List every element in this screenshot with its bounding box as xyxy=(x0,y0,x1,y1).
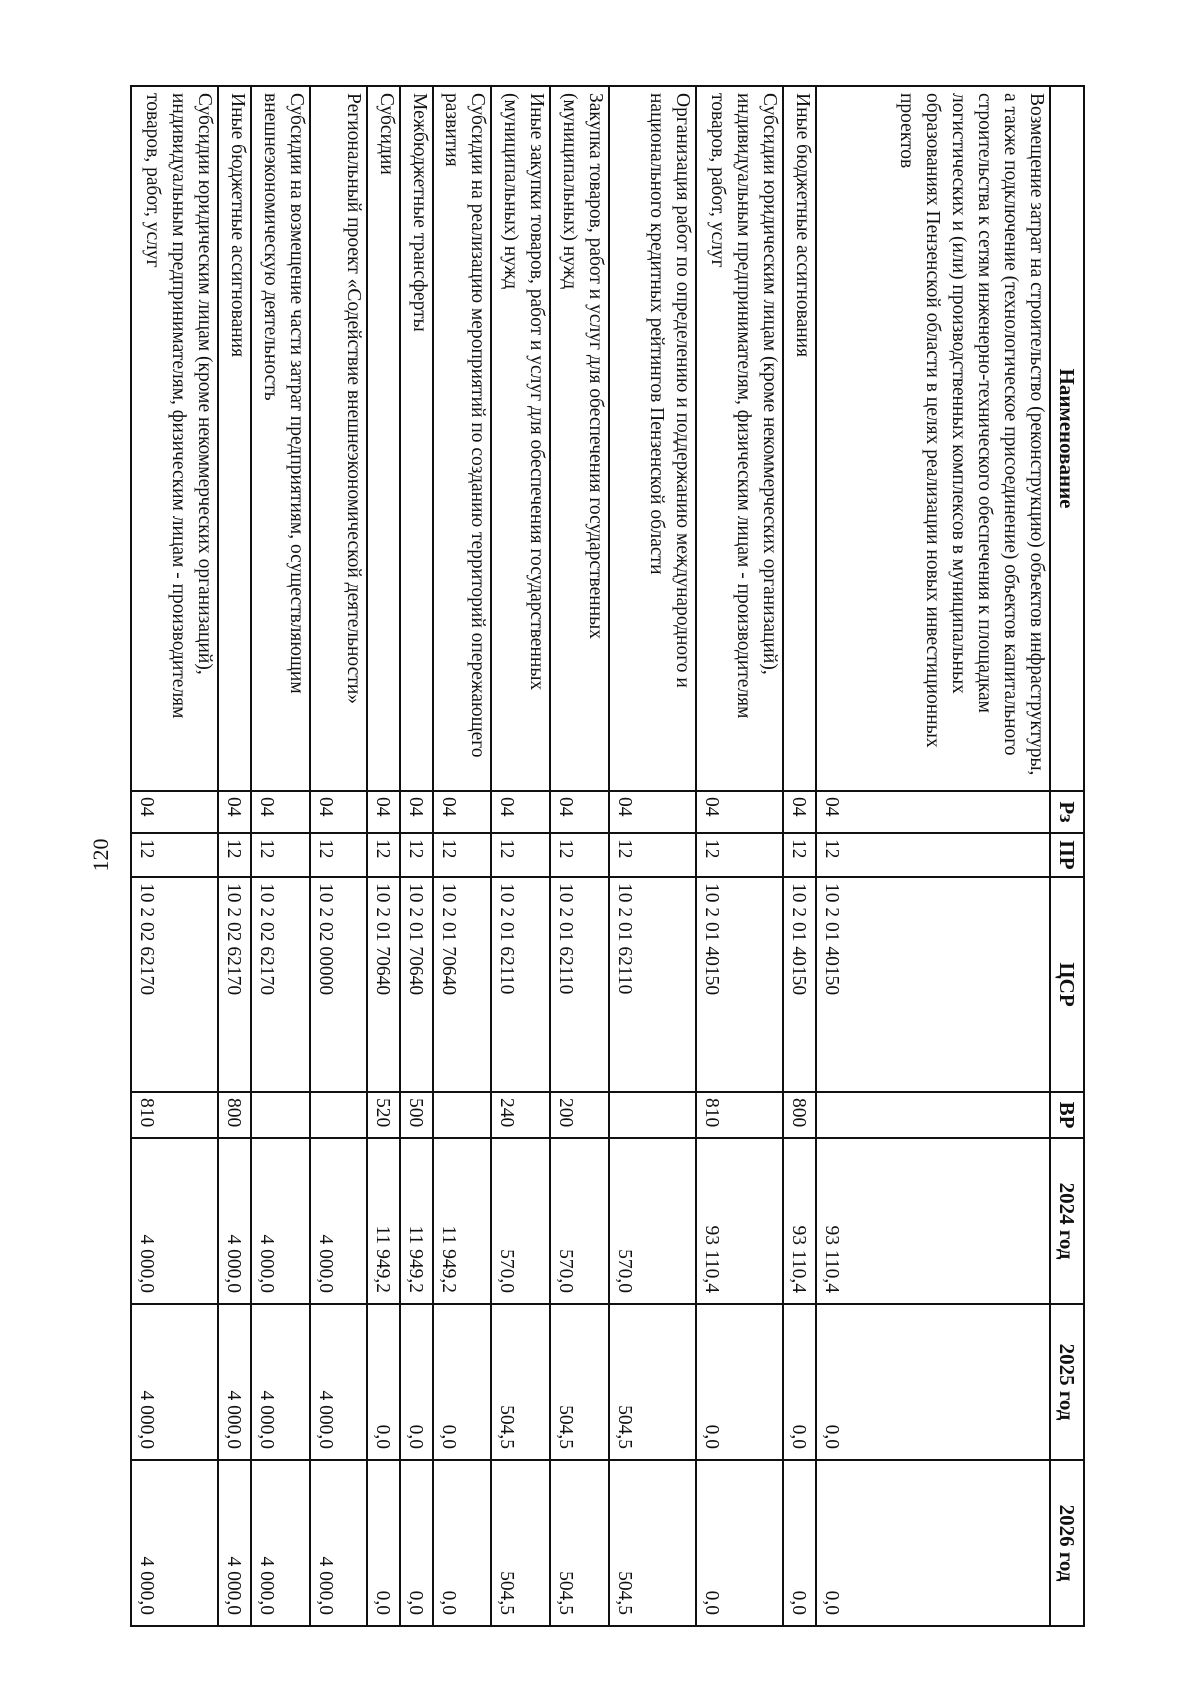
cell-rz: 04 xyxy=(491,791,550,833)
header-2024: 2024 год xyxy=(1050,1138,1084,1304)
cell-rz: 04 xyxy=(433,791,492,833)
cell-2024: 93 110,4 xyxy=(783,1138,816,1304)
cell-pr: 12 xyxy=(310,833,368,877)
cell-pr: 12 xyxy=(550,833,609,877)
table-row xyxy=(251,86,310,1626)
cell-2025: 4 000,0 xyxy=(310,1304,368,1460)
cell-csr: 10 2 02 62170 xyxy=(251,877,310,1092)
cell-2024: 570,0 xyxy=(609,1138,696,1304)
cell-2024: 4 000,0 xyxy=(218,1138,251,1304)
cell-rz: 04 xyxy=(696,791,783,833)
cell-2025: 4 000,0 xyxy=(251,1304,310,1460)
cell-2024: 11 949,2 xyxy=(367,1138,400,1304)
cell-vr: 240 xyxy=(491,1092,550,1138)
cell-2026: 4 000,0 xyxy=(131,1460,218,1626)
cell-rz: 04 xyxy=(816,791,1050,833)
table-row xyxy=(816,86,1050,1626)
cell-vr xyxy=(816,1092,1050,1138)
cell-pr: 12 xyxy=(816,833,1050,877)
cell-2024: 93 110,4 xyxy=(816,1138,1050,1304)
cell-2025: 4 000,0 xyxy=(218,1304,251,1460)
cell-2025: 0,0 xyxy=(400,1304,433,1460)
cell-name: Субсидии xyxy=(367,86,400,791)
cell-2024: 93 110,4 xyxy=(696,1138,783,1304)
cell-rz: 04 xyxy=(783,791,816,833)
cell-csr: 10 2 01 62110 xyxy=(491,877,550,1092)
cell-vr: 810 xyxy=(696,1092,783,1138)
cell-2025: 504,5 xyxy=(609,1304,696,1460)
cell-2024: 4 000,0 xyxy=(251,1138,310,1304)
cell-name: Закупка товаров, работ и услуг для обеспечения государственных (муниципальных) нужд xyxy=(550,86,609,791)
cell-2026: 4 000,0 xyxy=(310,1460,368,1626)
cell-2026: 0,0 xyxy=(367,1460,400,1626)
table-row xyxy=(491,86,550,1626)
cell-pr: 12 xyxy=(609,833,696,877)
cell-vr xyxy=(310,1092,368,1138)
header-2026: 2026 год xyxy=(1050,1460,1084,1626)
header-vr: ВР xyxy=(1050,1092,1084,1138)
cell-2025: 0,0 xyxy=(367,1304,400,1460)
cell-csr: 10 2 02 00000 xyxy=(310,877,368,1092)
cell-2026: 504,5 xyxy=(550,1460,609,1626)
cell-2025: 0,0 xyxy=(433,1304,492,1460)
budget-table xyxy=(130,85,1085,1627)
cell-name: Межбюджетные трансферты xyxy=(400,86,433,791)
cell-csr: 10 2 01 40150 xyxy=(816,877,1050,1092)
cell-csr: 10 2 02 62170 xyxy=(218,877,251,1092)
cell-csr: 10 2 01 40150 xyxy=(783,877,816,1092)
cell-csr: 10 2 01 70640 xyxy=(400,877,433,1092)
cell-rz: 04 xyxy=(400,791,433,833)
cell-rz: 04 xyxy=(367,791,400,833)
cell-2025: 504,5 xyxy=(491,1304,550,1460)
cell-2024: 11 949,2 xyxy=(433,1138,492,1304)
cell-rz: 04 xyxy=(310,791,368,833)
header-pr: ПР xyxy=(1050,833,1084,877)
cell-vr: 810 xyxy=(131,1092,218,1138)
cell-name: Организация работ по определению и поддержанию международного и национального кредитных рейтингов Пензенской области xyxy=(609,86,696,791)
cell-name: Иные закупки товаров, работ и услуг для обеспечения государственных (муниципальных) нужд xyxy=(491,86,550,791)
cell-name: Иные бюджетные ассигнования xyxy=(218,86,251,791)
table-row xyxy=(433,86,492,1626)
cell-vr: 520 xyxy=(367,1092,400,1138)
cell-csr: 10 2 01 70640 xyxy=(367,877,400,1092)
cell-2024: 11 949,2 xyxy=(400,1138,433,1304)
cell-name: Иные бюджетные ассигнования xyxy=(783,86,816,791)
cell-2025: 0,0 xyxy=(816,1304,1050,1460)
cell-name: Субсидии юридическим лицам (кроме некоммерческих организаций), индивидуальным предпринимателям, физическим лицам - производителям товаров, работ, услуг xyxy=(131,86,218,791)
cell-rz: 04 xyxy=(550,791,609,833)
table-row xyxy=(609,86,696,1626)
cell-2025: 4 000,0 xyxy=(131,1304,218,1460)
cell-2026: 4 000,0 xyxy=(218,1460,251,1626)
cell-2025: 0,0 xyxy=(783,1304,816,1460)
cell-2026: 0,0 xyxy=(433,1460,492,1626)
table-row xyxy=(218,86,251,1626)
cell-rz: 04 xyxy=(131,791,218,833)
cell-vr xyxy=(251,1092,310,1138)
rotated-page xyxy=(130,85,1085,1625)
cell-pr: 12 xyxy=(218,833,251,877)
cell-pr: 12 xyxy=(783,833,816,877)
cell-2024: 4 000,0 xyxy=(310,1138,368,1304)
cell-rz: 04 xyxy=(251,791,310,833)
cell-pr: 12 xyxy=(696,833,783,877)
cell-pr: 12 xyxy=(433,833,492,877)
cell-2026: 504,5 xyxy=(609,1460,696,1626)
table-row xyxy=(310,86,368,1626)
cell-rz: 04 xyxy=(609,791,696,833)
cell-2026: 0,0 xyxy=(816,1460,1050,1626)
cell-rz: 04 xyxy=(218,791,251,833)
cell-csr: 10 2 01 62110 xyxy=(609,877,696,1092)
cell-vr: 800 xyxy=(783,1092,816,1138)
cell-vr: 200 xyxy=(550,1092,609,1138)
cell-2026: 504,5 xyxy=(491,1460,550,1626)
cell-name: Субсидии на реализацию мероприятий по созданию территорий опережающего развития xyxy=(433,86,492,791)
cell-2026: 0,0 xyxy=(696,1460,783,1626)
table-row xyxy=(783,86,816,1626)
cell-2024: 570,0 xyxy=(550,1138,609,1304)
cell-csr: 10 2 01 70640 xyxy=(433,877,492,1092)
cell-pr: 12 xyxy=(131,833,218,877)
cell-2025: 504,5 xyxy=(550,1304,609,1460)
table-row xyxy=(696,86,783,1626)
cell-2024: 4 000,0 xyxy=(131,1138,218,1304)
page-number: 120 xyxy=(88,838,113,872)
header-row xyxy=(1050,86,1084,1626)
cell-vr: 500 xyxy=(400,1092,433,1138)
header-2025: 2025 год xyxy=(1050,1304,1084,1460)
cell-vr xyxy=(433,1092,492,1138)
cell-2026: 0,0 xyxy=(400,1460,433,1626)
table-row xyxy=(367,86,400,1626)
table-row xyxy=(131,86,218,1626)
header-name: Наименование xyxy=(1050,86,1084,791)
table-row xyxy=(400,86,433,1626)
cell-vr: 800 xyxy=(218,1092,251,1138)
cell-pr: 12 xyxy=(367,833,400,877)
cell-pr: 12 xyxy=(251,833,310,877)
header-csr: ЦСР xyxy=(1050,877,1084,1092)
cell-2025: 0,0 xyxy=(696,1304,783,1460)
cell-pr: 12 xyxy=(491,833,550,877)
cell-csr: 10 2 01 40150 xyxy=(696,877,783,1092)
cell-csr: 10 2 02 62170 xyxy=(131,877,218,1092)
cell-name: Субсидии юридическим лицам (кроме некоммерческих организаций), индивидуальным предпринимателям, физическим лицам - производителям товаров, работ, услуг xyxy=(696,86,783,791)
table-row xyxy=(550,86,609,1626)
cell-name: Возмещение затрат на строительство (реконструкцию) объектов инфраструктуры, а также подключение (технологическое присоединение) объектов капитального строительства к сетям инженерно-технического обеспечения к площадкам логистических и (или) производственных комплексов в муниципальных образованиях Пензенской области в целях реализации новых инвестиционных проектов xyxy=(816,86,1050,791)
cell-2026: 4 000,0 xyxy=(251,1460,310,1626)
cell-2024: 570,0 xyxy=(491,1138,550,1304)
cell-pr: 12 xyxy=(400,833,433,877)
cell-name: Субсидии на возмещение части затрат предприятиям, осуществляющим внешнеэкономическую деятельность xyxy=(251,86,310,791)
header-rz: Рз xyxy=(1050,791,1084,833)
cell-vr xyxy=(609,1092,696,1138)
cell-name: Региональный проект «Содействие внешнеэкономической деятельности» xyxy=(310,86,368,791)
cell-2026: 0,0 xyxy=(783,1460,816,1626)
cell-csr: 10 2 01 62110 xyxy=(550,877,609,1092)
